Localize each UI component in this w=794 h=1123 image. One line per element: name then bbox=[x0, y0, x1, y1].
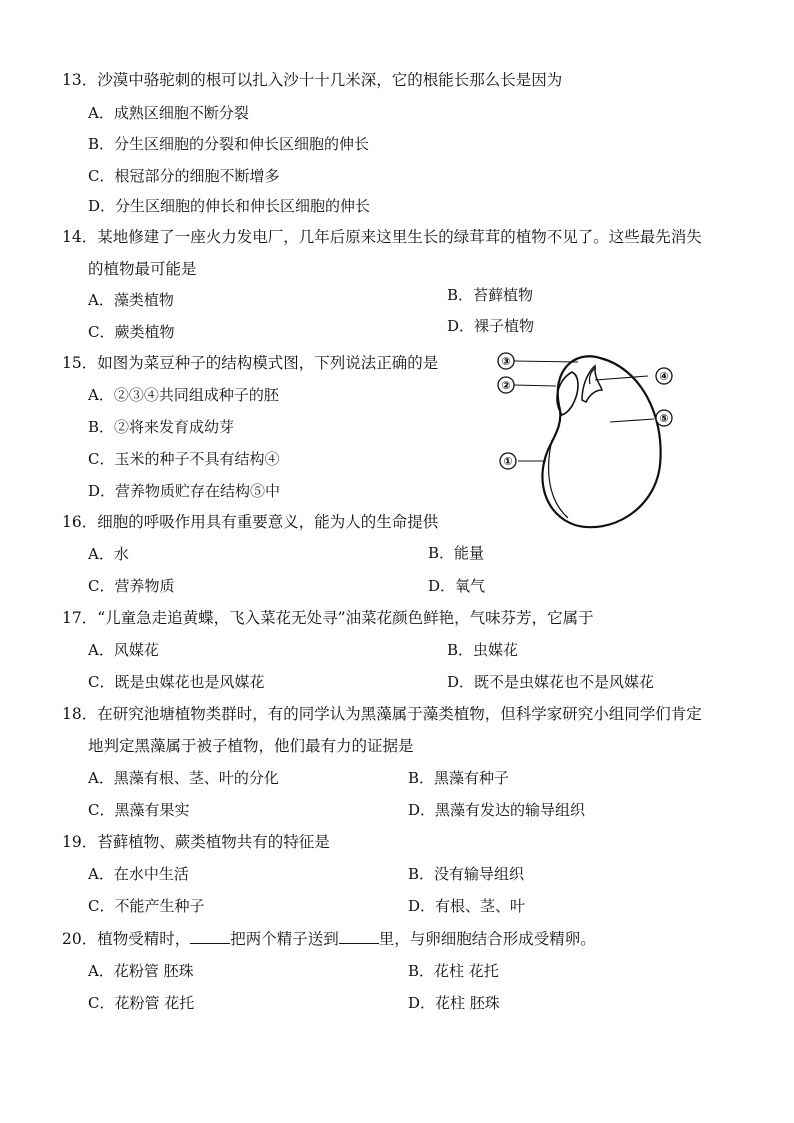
diagram-label-2: ② bbox=[501, 379, 511, 392]
q20-stem-part3: 里，与卵细胞结合形成受精卵。 bbox=[378, 930, 596, 948]
q15-stem: 15．如图为菜豆种子的结构模式图，下列说法正确的是 bbox=[62, 354, 439, 372]
q13-option-b: B．分生区细胞的分裂和伸长区细胞的伸长 bbox=[88, 135, 370, 153]
q14-stem-line1: 14．某地修建了一座火力发电厂，几年后原来这里生长的绿茸茸的植物不见了。这些最先消失 bbox=[62, 228, 702, 246]
q14-option-b: B．苔藓植物 bbox=[447, 286, 534, 304]
q16-option-a: A．水 bbox=[88, 545, 129, 563]
seed-coat-outline bbox=[542, 356, 660, 527]
q19-stem: 19．苔藓植物、蕨类植物共有的特征是 bbox=[62, 833, 330, 851]
bean-seed-diagram bbox=[490, 340, 690, 540]
q18-option-c: C．黑藻有果实 bbox=[88, 801, 190, 819]
q13-option-a: A．成熟区细胞不断分裂 bbox=[88, 104, 249, 122]
q20-stem-part2: 把两个精子送到 bbox=[230, 930, 339, 948]
q13-stem: 13．沙漠中骆驼刺的根可以扎入沙十十几米深，它的根能长那么长是因为 bbox=[62, 71, 563, 89]
q18-option-b: B．黑藻有种子 bbox=[408, 769, 510, 787]
q18-stem-line1: 18．在研究池塘植物类群时，有的同学认为黑藻属于藻类植物，但科学家研究小组同学们肯定 bbox=[62, 705, 702, 723]
q20-option-d: D．花柱 胚珠 bbox=[408, 994, 500, 1012]
q20-option-b: B．花柱 花托 bbox=[408, 962, 499, 980]
q14-option-c: C．蕨类植物 bbox=[88, 323, 175, 341]
q18-stem-line2: 地判定黑藻属于被子植物，他们最有力的证据是 bbox=[88, 737, 414, 755]
q15-option-a: A．②③④共同组成种子的胚 bbox=[88, 386, 279, 404]
q20-blank-1[interactable] bbox=[190, 929, 230, 944]
q19-option-a: A．在水中生活 bbox=[88, 865, 189, 883]
q16-option-c: C．营养物质 bbox=[88, 577, 175, 595]
q17-option-d: D．既不是虫媒花也不是风媒花 bbox=[447, 673, 655, 691]
q18-option-d: D．黑藻有发达的输导组织 bbox=[408, 801, 586, 819]
q17-option-c: C．既是虫媒花也是风媒花 bbox=[88, 673, 265, 691]
q13-option-d: D．分生区细胞的伸长和伸长区细胞的伸长 bbox=[88, 197, 371, 215]
q20-stem bbox=[62, 929, 596, 949]
diagram-label-4: ④ bbox=[659, 370, 669, 383]
q20-blank-2[interactable] bbox=[339, 929, 379, 944]
q15-option-d: D．营养物质贮存在结构⑤中 bbox=[88, 482, 281, 500]
q20-option-a: A．花粉管 胚珠 bbox=[88, 962, 194, 980]
q18-option-a: A．黑藻有根、茎、叶的分化 bbox=[88, 769, 279, 787]
q14-stem-line2: 的植物最可能是 bbox=[88, 260, 197, 278]
q16-stem: 16．细胞的呼吸作用具有重要意义，能为人的生命提供 bbox=[62, 513, 439, 531]
q15-option-c: C．玉米的种子不具有结构④ bbox=[88, 450, 280, 468]
q13-option-c: C．根冠部分的细胞不断增多 bbox=[88, 167, 280, 185]
q14-option-d: D．裸子植物 bbox=[447, 317, 535, 335]
q20-option-c: C．花粉管 花托 bbox=[88, 994, 195, 1012]
q20-stem-part1: 20．植物受精时， bbox=[62, 930, 191, 948]
q15-option-b: B．②将来发育成幼芽 bbox=[88, 418, 235, 436]
q14-option-a: A．藻类植物 bbox=[88, 291, 174, 309]
q17-stem: 17．“儿童急走追黄蝶，飞入菜花无处寻”油菜花颜色鲜艳，气味芬芳，它属于 bbox=[62, 609, 594, 627]
q17-option-a: A．风媒花 bbox=[88, 641, 159, 659]
diagram-label-3: ③ bbox=[501, 355, 511, 368]
q16-option-d: D．氧气 bbox=[428, 577, 486, 595]
q19-option-b: B．没有输导组织 bbox=[408, 865, 525, 883]
diagram-label-1: ① bbox=[503, 455, 513, 468]
q19-option-d: D．有根、茎、叶 bbox=[408, 897, 526, 915]
q19-option-c: C．不能产生种子 bbox=[88, 897, 205, 915]
q16-option-b: B．能量 bbox=[428, 544, 485, 562]
q17-option-b: B．虫媒花 bbox=[447, 641, 519, 659]
diagram-label-5: ⑤ bbox=[659, 412, 669, 425]
